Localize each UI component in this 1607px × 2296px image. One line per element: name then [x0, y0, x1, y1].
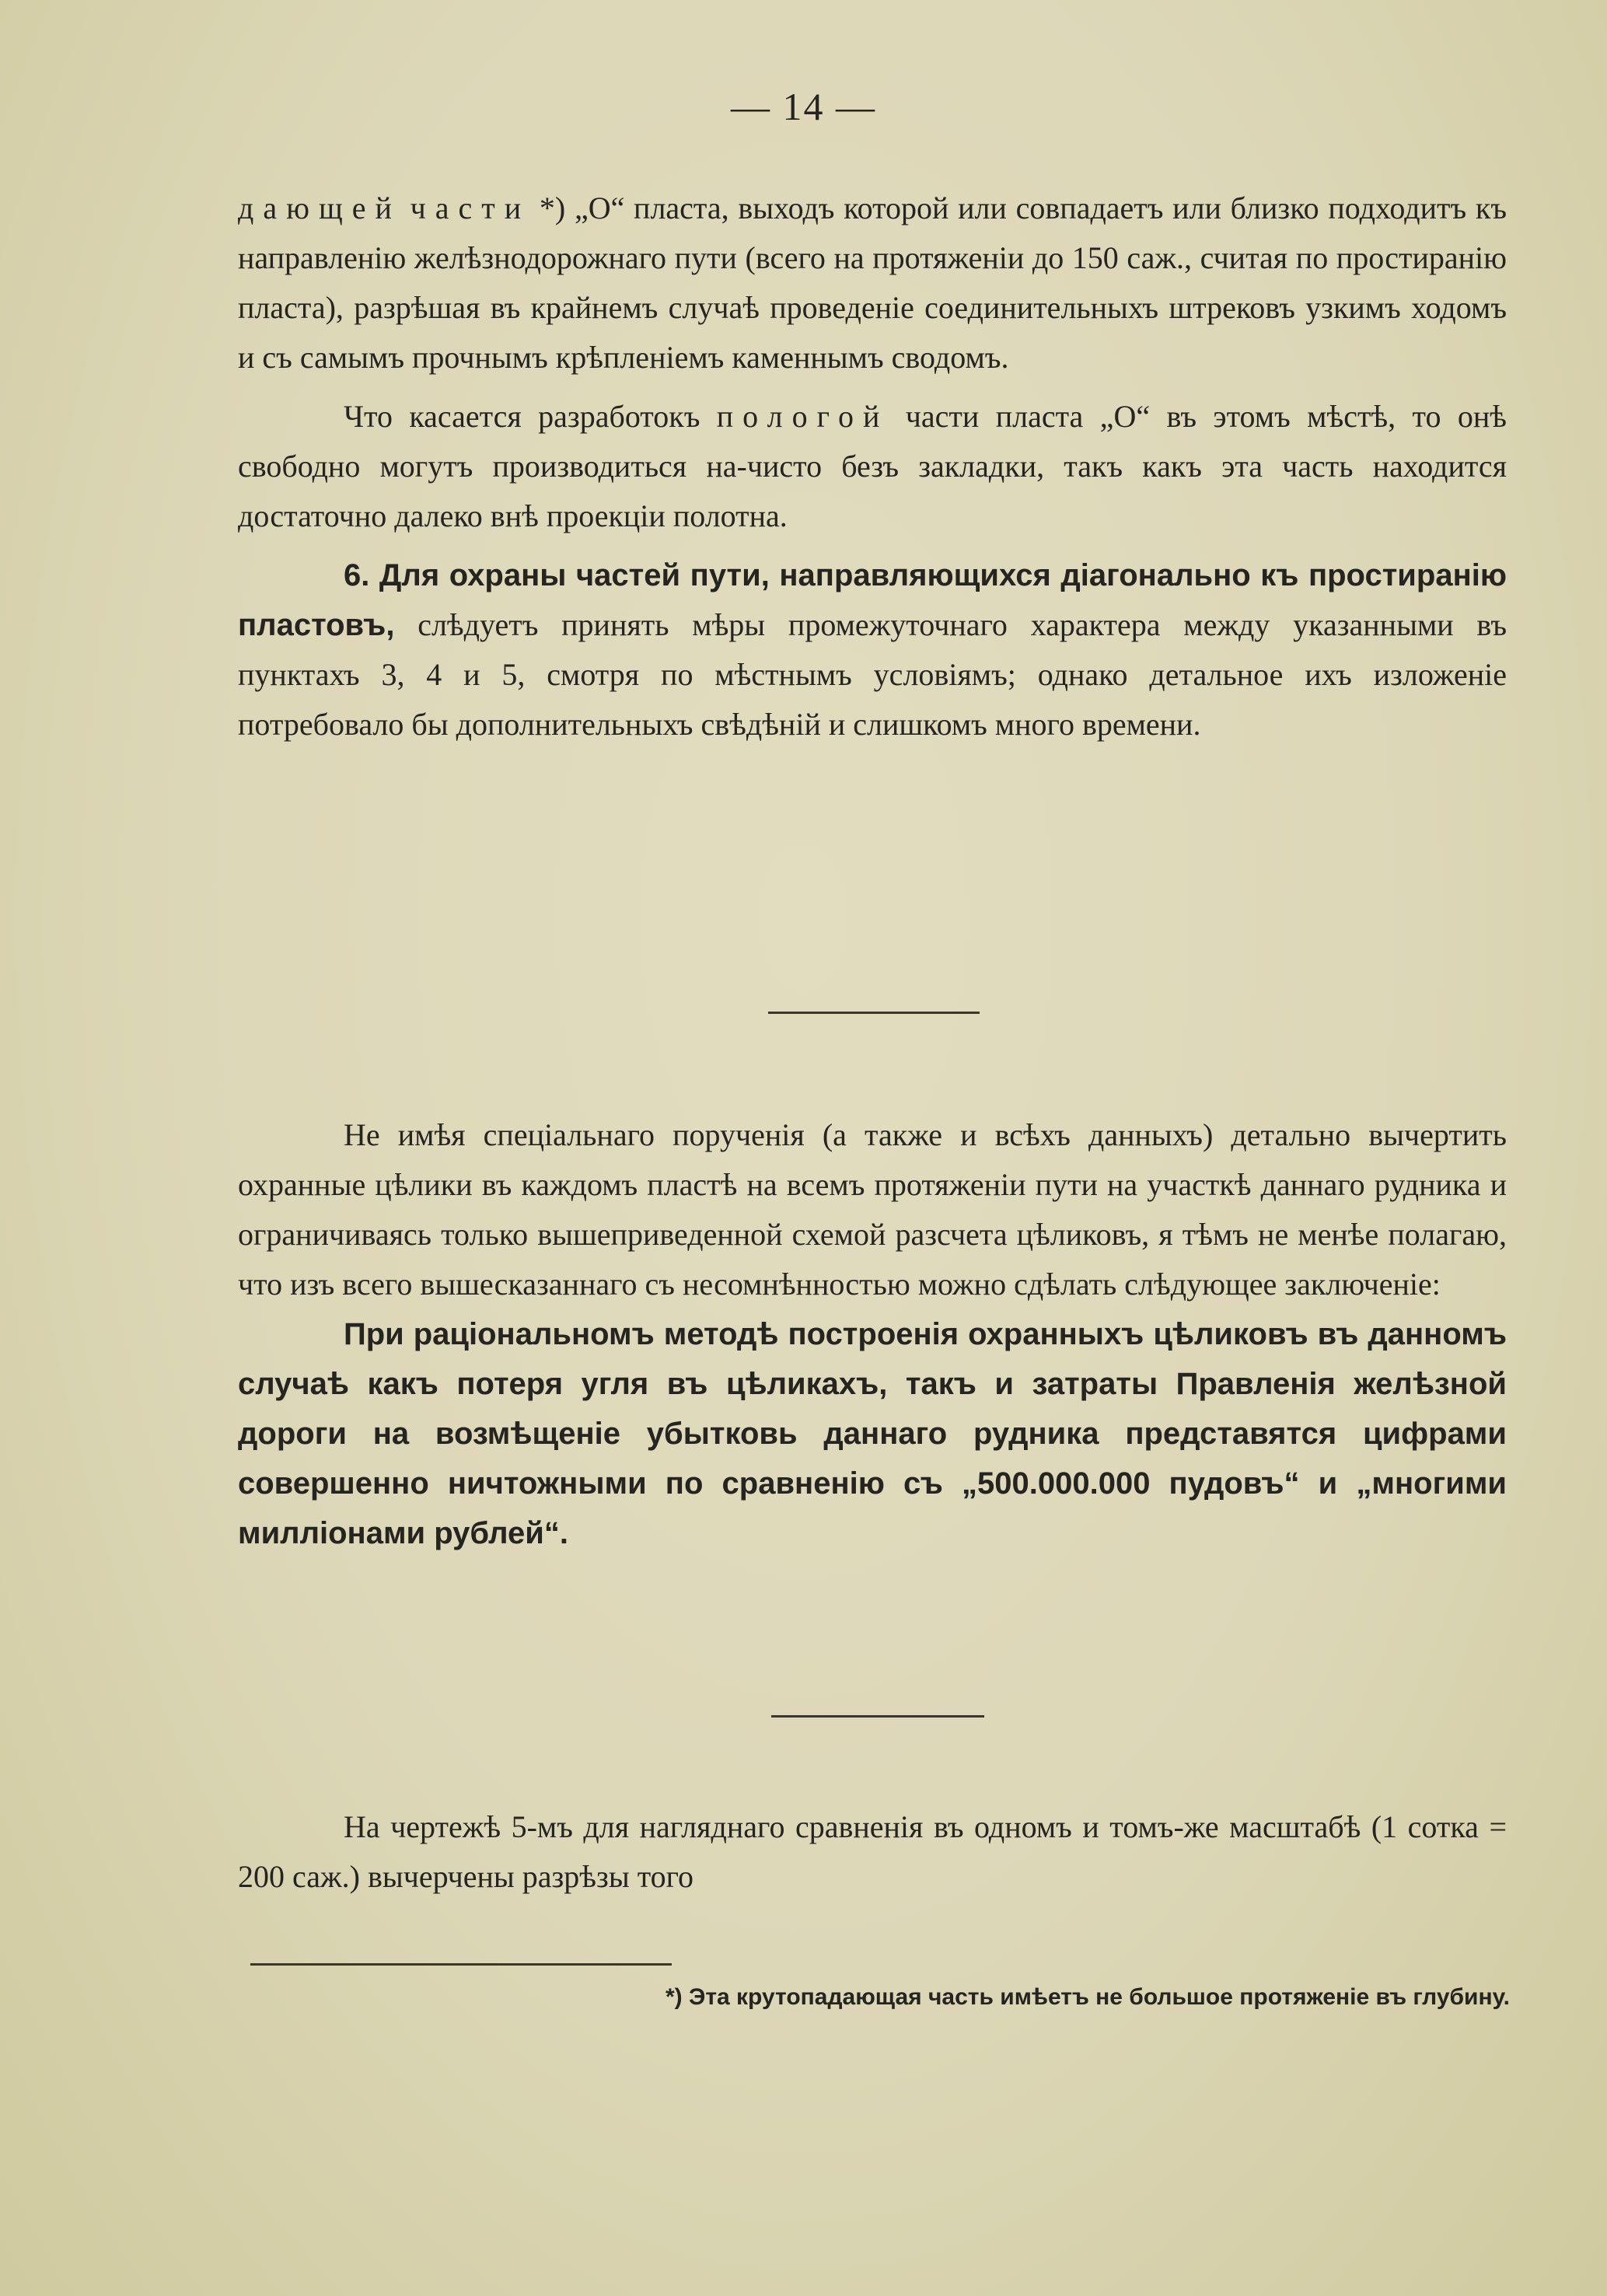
paragraph-3-text: слѣдуетъ принять мѣры промежуточнаго характера между указанными въ пунктахъ 3, 4 и 5, смотря по мѣстнымъ условіямъ; однако детальное ихъ изложеніе потребовало бы дополнительныхъ свѣдѣній и слишкомъ много времени.	[238, 607, 1507, 742]
conclusion-paragraph: При раціональномъ методѣ построенія охранныхъ цѣликовъ въ данномъ случаѣ какъ потеря угля въ цѣликахъ, такъ и затраты Правленія желѣзной дороги на возмѣщеніе убытковь даннаго рудника представятся цифрами совершенно ничтожными по сравненію съ „500.000.000 пудовъ“ и „многими милліонами рублей“.	[238, 1317, 1507, 1550]
footnote-rule	[250, 1963, 672, 1966]
paragraph-2-start: Что касается разработокъ	[344, 399, 717, 434]
spaced-word: дающей	[238, 190, 401, 225]
paragraph-3-heading: 6. Для охраны частей пути, направляющихся діагонально къ простиранію пластовъ,	[238, 558, 1507, 642]
page-number: — 14 —	[731, 85, 876, 128]
paragraph-2	[238, 392, 1507, 541]
paragraph-1-text: *) „О“ пласта, выходъ которой или совпадаетъ или близко подходитъ къ направленію желѣзнодорожнаго пути (всего на протяженіи до 150 саж., считая по простиранію пласта), разрѣшая въ крайнемъ случаѣ проведеніе соединительныхъ штрековъ узкимъ ходомъ и съ самымъ прочнымъ крѣпленіемъ каменнымъ сводомъ.	[238, 190, 1507, 375]
spaced-word: пологой	[716, 399, 889, 434]
paragraph-6: На чертежѣ 5-мъ для нагляднаго сравненія въ одномъ и томъ-же масштабѣ (1 сотка = 200 саж.) вычерчены разрѣзы того	[238, 1809, 1507, 1894]
conclusion-section	[238, 1110, 1507, 1558]
section-divider	[771, 1715, 984, 1718]
footnote: *) Эта крутопадающая часть имѣетъ не большое протяженіе въ глубину.	[665, 1984, 1510, 2010]
paragraph-4: Не имѣя спеціальнаго порученія (а также и всѣхъ данныхъ) детально вычертить охранные цѣлики въ каждомъ пластѣ на всемъ протяженіи пути на участкѣ даннаго рудника и ограничиваясь только вышеприведенной схемой разсчета цѣликовъ, я тѣмъ не менѣе полагаю, что изъ всего вышесказаннаго съ несомнѣнностью можно сдѣлать слѣдующее заключеніе:	[238, 1117, 1507, 1302]
drawing-section	[238, 1802, 1507, 1902]
paragraph-3	[238, 550, 1507, 750]
spaced-word: части	[410, 190, 531, 225]
paragraph-2-end: части пласта „О“ въ этомъ мѣстѣ, то онѣ свободно могутъ производиться на-чисто безъ закладки, такъ какъ эта часть находится достаточно далеко внѣ проекціи полотна.	[238, 399, 1507, 533]
paragraph-1	[238, 183, 1507, 383]
paragraph-continuation	[238, 183, 1507, 750]
section-divider	[768, 1012, 980, 1014]
